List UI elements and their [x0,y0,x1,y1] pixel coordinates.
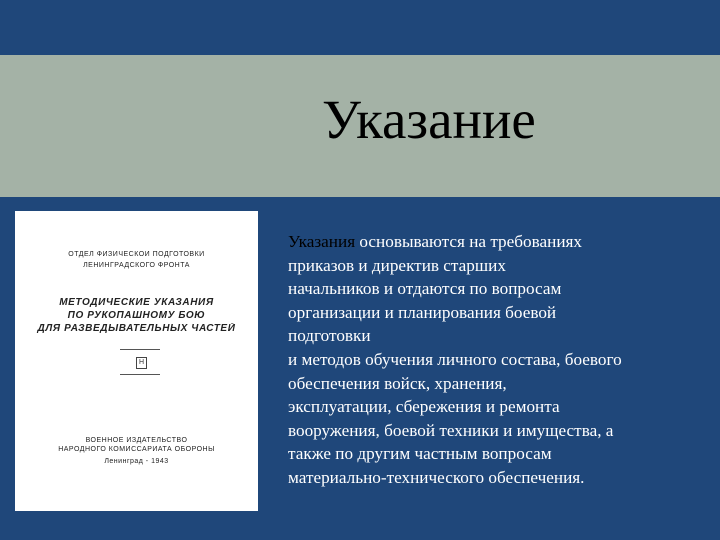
doc-rule-top [120,349,160,350]
body-line-4: организации и планирования боевой [288,302,557,322]
slide-title: Указание [322,89,536,150]
doc-title-line3: ДЛЯ РАЗВЕДЫВАТЕЛЬНЫХ ЧАСТЕЙ [37,323,236,334]
body-line-1-rest: основываются на требованиях [355,232,583,251]
body-line-11: материально-технического обеспечения. [288,467,585,487]
body-line-8: эксплуатации, сбережения и ремонта [288,397,560,417]
body-text [288,230,708,490]
body-line-5: подготовки [288,326,371,346]
doc-title-line2: ПО РУКОПАШНОМУ БОЮ [67,310,206,321]
body-line-3: начальников и отдаются по вопросам [288,279,562,299]
doc-header-line1: ОТДЕЛ ФИЗИЧЕСКОЙ ПОДГОТОВКИ [68,251,205,258]
body-highlight: Указания [288,232,356,251]
body-line-10: также по другим частным вопросам [288,444,552,464]
body-line-1 [288,230,708,254]
body-line-9: вооружения, боевой техники и имущества, а [288,420,614,440]
doc-title-line1: МЕТОДИЧЕСКИЕ УКАЗАНИЯ [59,297,214,308]
doc-publisher-line1: ВОЕННОЕ ИЗДАТЕЛЬСТВО [85,437,188,444]
doc-publisher-line3: Ленинград - 1943 [104,458,169,465]
document-cover-image [15,211,258,511]
doc-publisher-line2: НАРОДНОГО КОМИССАРИАТА ОБОРОНЫ [58,446,215,453]
doc-emblem-icon: Н [136,357,147,369]
doc-rule-bottom [120,374,160,375]
doc-header-line2: ЛЕНИНГРАДСКОГО ФРОНТА [83,262,190,269]
body-line-7: обеспечения войск, хранения, [288,373,507,393]
body-line-2: приказов и директив старших [288,255,506,275]
body-line-6: и методов обучения личного состава, боевого [288,349,622,369]
